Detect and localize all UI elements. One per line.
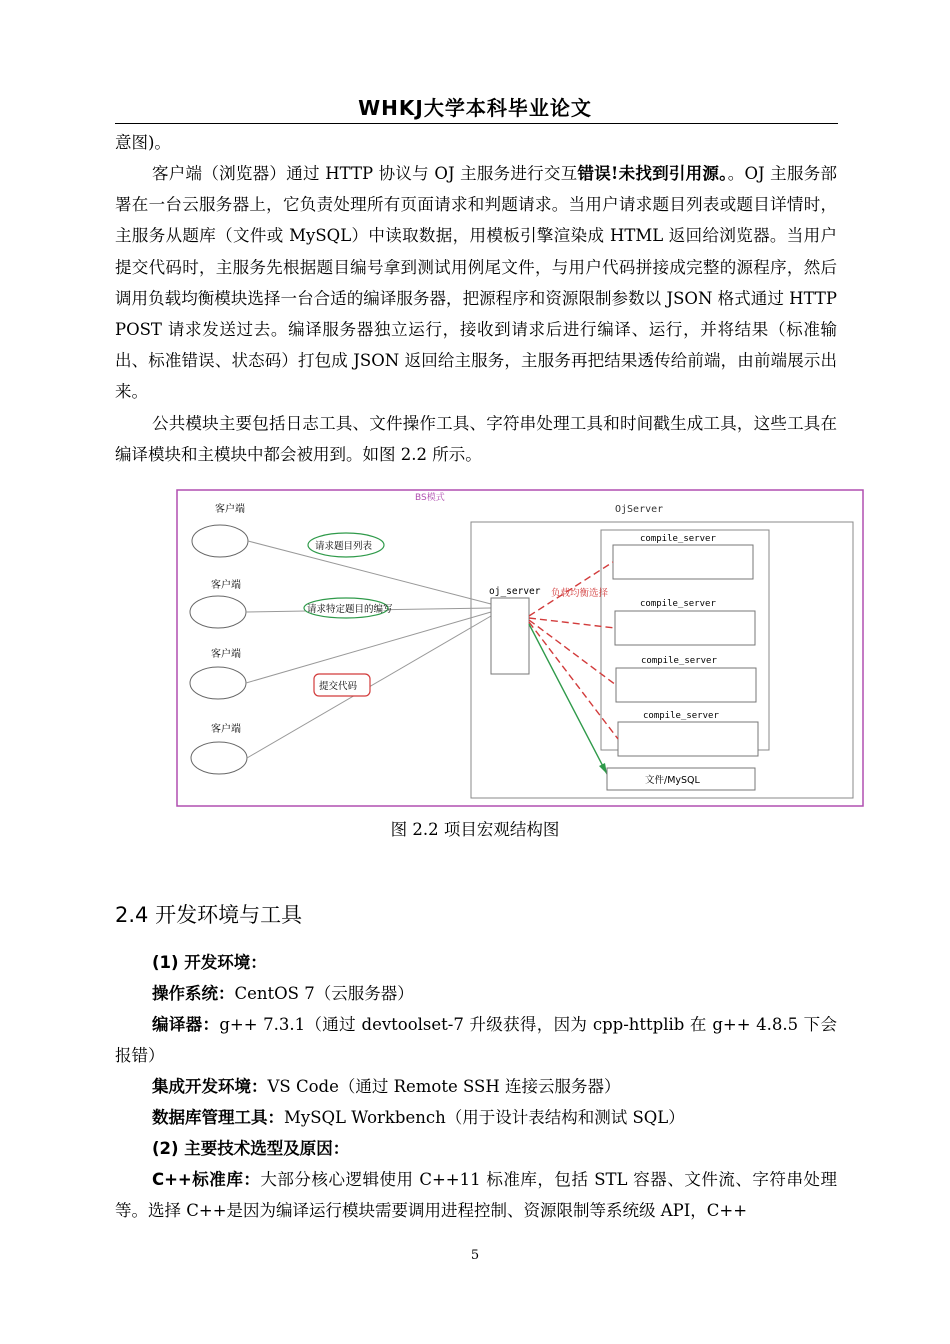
paragraph-text: 客户端（浏览器）通过 HTTP 协议与 OJ 主服务进行交互	[152, 164, 578, 183]
compile-server-box-1	[613, 545, 753, 579]
compile-server-label-4: compile_server	[643, 711, 719, 721]
oj-server-box	[491, 598, 529, 674]
balance-arrow-4	[529, 622, 618, 739]
compile-server-label-1: compile_server	[640, 534, 716, 544]
reference-error: 错误!未找到引用源。	[577, 164, 728, 183]
env-os-value: CentOS 7（云服务器）	[234, 984, 414, 1003]
env-os	[115, 978, 837, 1009]
submit-code-label: 提交代码	[319, 681, 358, 692]
client-label-3: 客户端	[211, 649, 241, 660]
client-label-2: 客户端	[211, 580, 241, 591]
env-heading: (1) 开发环境：	[152, 953, 267, 972]
page-number: 5	[470, 1248, 480, 1263]
compile-server-box-3	[616, 668, 756, 702]
tech-cpp	[115, 1164, 837, 1226]
env-db	[115, 1102, 837, 1133]
tech-heading: (2) 主要技术选型及原因：	[152, 1139, 350, 1158]
storage-arrow	[529, 624, 607, 774]
tech-cpp-value: 大部分核心逻辑使用 C++11 标准库，包括 STL 容器、文件流、字符串处理等。选择 C++是因为编译运行模块需要调用进程控制、资源限制等系统级 API，C++	[115, 1170, 837, 1221]
load-balance-label: 负载均衡选择	[551, 588, 609, 599]
bs-frame-title: BS模式	[415, 493, 445, 503]
storage-arrowhead	[599, 763, 607, 774]
section-title: 2.4 开发环境与工具	[115, 903, 303, 927]
env-compiler-label: 编译器：	[152, 1015, 220, 1034]
env-compiler	[115, 1009, 837, 1071]
balance-arrow-2	[529, 618, 615, 628]
env-ide-label: 集成开发环境：	[152, 1077, 268, 1096]
compile-server-box-2	[615, 611, 755, 645]
compile-server-label-2: compile_server	[640, 599, 716, 609]
client-link-3	[246, 612, 491, 683]
storage-label: 文件/MySQL	[645, 775, 700, 786]
env-ide-value: VS Code（通过 Remote SSH 连接云服务器）	[267, 1077, 621, 1096]
client-ellipse-3	[190, 667, 246, 699]
paragraph-text: 。OJ 主服务部署在一台云服务器上，它负责处理所有页面请求和判题请求。当用户请求题目列表或题目详情时，主服务从题库（文件或 MySQL）中读取数据，用模板引擎渲染成 HTML 返回给浏览器。当用户提交代码时，主服务先根据题目编号拿到测试用例尾文件，与用户代码拼接成完整的源程序，然后调用负载均衡模块选择一台合适的编译服务器，把源程序和资源限制参数以 JSON 格式通过 HTTP POST 请求发送过去。编译服务器独立运行，接收到请求后进行编译、运行，并将结果（标准输出、标准错误、状态码）打包成 JSON 返回给主服务，主服务再把结果透传给前端，由前端展示出来。	[115, 164, 837, 402]
env-db-value: MySQL Workbench（用于设计表结构和测试 SQL）	[284, 1108, 685, 1127]
env-os-label: 操作系统：	[152, 984, 235, 1003]
ojserver-title: OjServer	[615, 504, 664, 515]
client-ellipse-4	[191, 742, 247, 774]
client-label-4: 客户端	[211, 724, 241, 735]
tech-cpp-label: C++标准库：	[152, 1170, 261, 1189]
oj-server-label: oj_server	[489, 586, 541, 597]
env-compiler-value: g++ 7.3.1（通过 devtoolset-7 升级获得，因为 cpp-httplib 在 g++ 4.8.5 下会报错）	[115, 1015, 838, 1066]
figure-caption: 图 2.2 项目宏观结构图	[390, 820, 560, 839]
request-specific-label: 请求特定题目的编写	[307, 604, 393, 615]
client-ellipse-2	[190, 596, 246, 628]
request-list-label: 请求题目列表	[315, 541, 373, 552]
page-header: WHKJ大学本科毕业论文	[358, 96, 592, 120]
client-ellipse-1	[192, 525, 248, 557]
paragraph-client-server	[115, 158, 837, 408]
client-label-1: 客户端	[215, 504, 245, 515]
env-db-label: 数据库管理工具：	[152, 1108, 284, 1127]
compile-server-box-4	[618, 722, 758, 756]
header-rule	[115, 123, 838, 124]
architecture-diagram	[175, 488, 865, 808]
env-ide	[115, 1071, 837, 1102]
paragraph-common-modules: 公共模块主要包括日志工具、文件操作工具、字符串处理工具和时间戳生成工具，这些工具在编译模块和主模块中都会被用到。如图 2.2 所示。	[115, 414, 837, 465]
balance-arrow-3	[529, 620, 616, 685]
paragraph-continuation: 意图)。	[115, 133, 171, 152]
compile-server-label-3: compile_server	[641, 656, 717, 666]
